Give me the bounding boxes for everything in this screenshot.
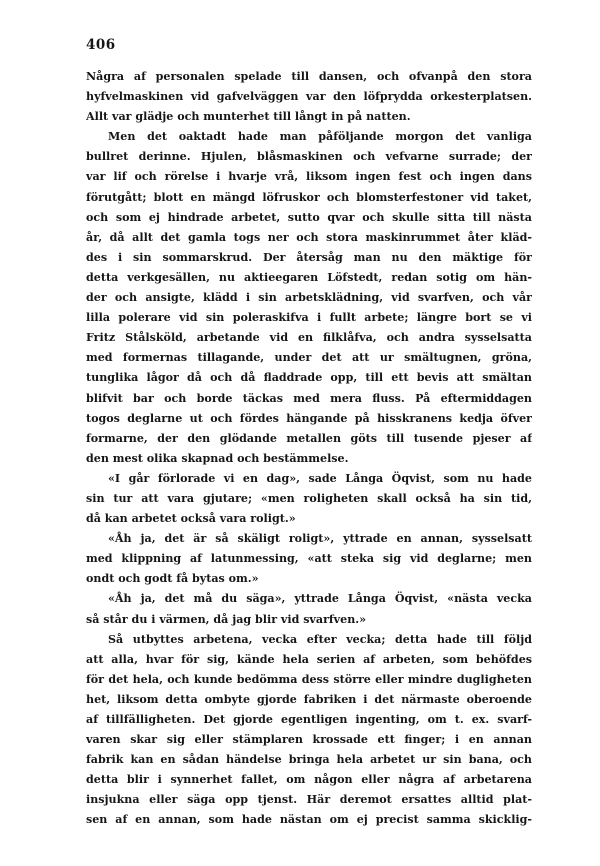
text-line: der och ansigte, klädd i sin arbetsklädning, vid svarfven, och vår bbox=[86, 291, 532, 305]
text-line: ondt och godt få bytas om.» bbox=[86, 572, 259, 586]
text-line: att alla, hvar för sig, kände hela serien af arbeten, som behöfdes bbox=[86, 652, 532, 666]
text-line: för det hela, och kunde bedömma dess större eller mindre dugligheten bbox=[86, 672, 532, 686]
text-line: «Åh ja, det är så skäligt roligt», yttrade en annan, sysselsatt bbox=[108, 532, 532, 546]
text-line: detta verkgesällen, nu aktieegaren Löfstedt, redan sotig om hän- bbox=[86, 270, 532, 284]
text-line: blifvit bar och borde täckas med mera fluss. På eftermiddagen bbox=[86, 391, 532, 405]
page-number: 406 bbox=[86, 37, 116, 53]
text-line: sin tur att vara gjutare; «men roligheten skall också ha sin tid, bbox=[86, 491, 532, 505]
text-line: med formernas tillagande, under det att ur smältugnen, gröna, bbox=[86, 351, 532, 365]
text-line: den mest olika skapnad och bestämmelse. bbox=[86, 451, 349, 465]
text-line: förutgått; blott en mängd löfruskor och blomsterfestoner vid taket, bbox=[86, 190, 532, 204]
text-line: varen skar sig eller stämplaren krossade ett finger; i en annan bbox=[86, 733, 532, 747]
text-line: togos deglarne ut och fördes hängande på hisskranens kedja öfver bbox=[86, 411, 532, 425]
text-line: tunglika lågor då och då fladdrade opp, till ett bevis att smältan bbox=[86, 371, 532, 385]
text-line: detta blir i synnerhet fallet, om någon eller några af arbetarena bbox=[86, 773, 532, 787]
text-line: fabrik kan en sådan händelse bringa hela arbetet ur sin bana, och bbox=[86, 753, 532, 767]
text-line: hyfvelmaskinen vid gafvelväggen var den löfprydda orkesterplatsen. bbox=[86, 90, 532, 104]
body-text bbox=[86, 67, 532, 831]
text-line: med klippning af latunmessing, «att steka sig vid deglarne; men bbox=[86, 552, 532, 566]
text-line: Allt var glädje och munterhet till långt in på natten. bbox=[86, 110, 411, 124]
text-line: «I går förlorade vi en dag», sade Långa Öqvist, som nu hade bbox=[108, 471, 532, 485]
text-line: Så utbyttes arbetena, vecka efter vecka; detta hade till följd bbox=[108, 632, 532, 646]
text-line: då kan arbetet också vara roligt.» bbox=[86, 512, 296, 526]
text-line: «Åh ja, det må du säga», yttrade Långa Öqvist, «nästa vecka bbox=[108, 592, 532, 606]
text-line: Några af personalen spelade till dansen, och ofvanpå den stora bbox=[86, 70, 532, 83]
text-line: Men det oaktadt hade man påföljande morgon det vanliga bbox=[108, 130, 532, 144]
text-line: år, då allt det gamla togs ner och stora maskinrummet åter kläd- bbox=[86, 230, 532, 244]
text-line: formarne, der den glödande metallen göts till tusende pjeser af bbox=[86, 431, 532, 445]
text-line: af tillfälligheten. Det gjorde egentligen ingenting, om t. ex. svarf- bbox=[86, 713, 532, 726]
text-line: het, liksom detta ombyte gjorde fabriken i det närmaste oberoende bbox=[86, 692, 532, 706]
text-line: Fritz Stålsköld, arbetande vid en filklåfva, och andra sysselsatta bbox=[86, 331, 532, 345]
text-line: så står du i värmen, då jag blir vid svarfven.» bbox=[86, 612, 367, 626]
text-line: var lif och rörelse i hvarje vrå, liksom ingen fest och ingen dans bbox=[86, 170, 532, 184]
text-line: des i sin sommarskrud. Der återsåg man nu den mäktige för bbox=[86, 250, 532, 264]
text-line: sen af en annan, som hade nästan om ej precist samma skicklig- bbox=[86, 813, 532, 827]
text-line: bullret derinne. Hjulen, blåsmaskinen och vefvarne surrade; der bbox=[86, 150, 532, 164]
text-line: insjukna eller säga opp tjenst. Här deremot ersattes alltid plat- bbox=[86, 793, 532, 807]
text-line: och som ej hindrade arbetet, sutto qvar och skulle sitta till nästa bbox=[86, 210, 532, 224]
text-line: lilla polerare vid sin poleraskifva i fullt arbete; längre bort se vi bbox=[86, 311, 532, 325]
